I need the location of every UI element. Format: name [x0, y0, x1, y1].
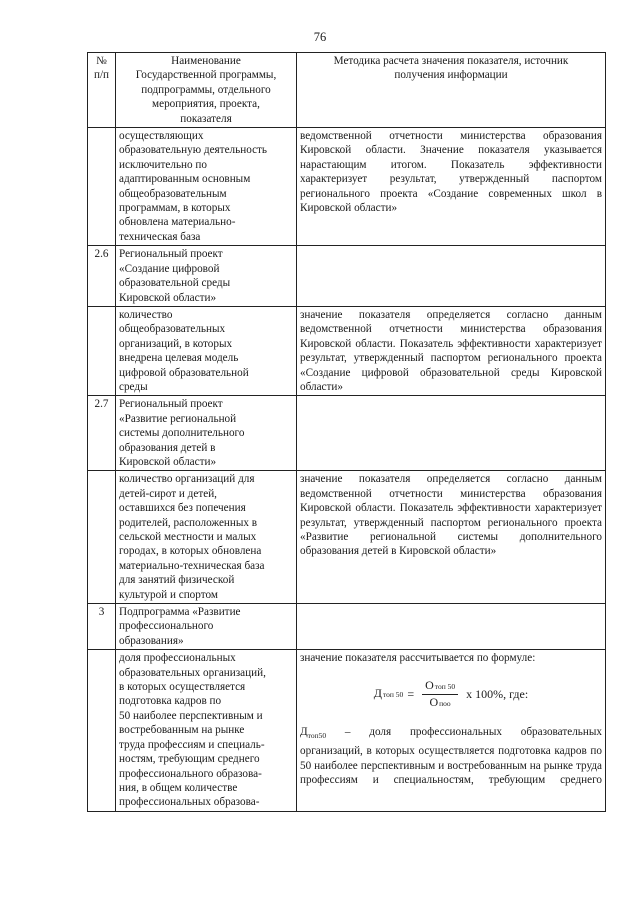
row-name: осуществляющих образовательную деятельность исключительно по адаптированным основным общеобразовательным программам, в которых обновлена материально- техническая база	[116, 128, 297, 246]
row-method: значение показателя определяется согласно данным ведомственной отчетности министерства образования Кировской области. Показатель эффективности характеризует результат, утвержденный паспортом регионального проекта «Развитие региональной системы дополнительного образования детей в Кировской области»	[297, 471, 606, 604]
row-number	[88, 306, 116, 395]
formula-intro: значение показателя рассчитывается по формуле:	[300, 652, 536, 665]
row-number: 2.7	[88, 396, 116, 471]
row-method: значение показателя определяется согласно данным ведомственной отчетности министерства образования Кировской области. Показатель эффективности характеризует результат, утвержденный паспортом регионального проекта «Создание цифровой образовательной среды Кировской области»	[297, 306, 606, 395]
row-method: ведомственной отчетности министерства образования Кировской области. Значение показателя указывается нарастающим итогом. Показатель эффективности характеризует результат, утвержденный паспортом регионального проекта «Создание современных школ в Кировской области»	[297, 128, 606, 246]
row-method	[297, 246, 606, 307]
header-col-method: Методика расчета значения показателя, источник получения информации	[297, 53, 606, 128]
formula-lhs-symbol: Д	[373, 686, 382, 701]
table-row	[88, 396, 606, 471]
definition-subscript: топ50	[307, 731, 327, 741]
row-name: количество общеобразовательных организаций, в которых внедрена целевая модель цифровой образовательной среды	[116, 306, 297, 395]
table-row	[88, 604, 606, 650]
row-number: 2.6	[88, 246, 116, 307]
row-number: 3	[88, 604, 116, 650]
header-col-number: № п/п	[88, 53, 116, 128]
formula-definition	[300, 725, 602, 787]
row-number	[88, 128, 116, 246]
formula-multiplier: x 100%, где:	[466, 687, 529, 702]
row-name: Региональный проект «Развитие региональной системы дополнительного образования детей в Кировской области»	[116, 396, 297, 471]
row-name: количество организаций для детей-сирот и детей, оставшихся без попечения родителей, расположенных в сельской местности и малых городах, в которых обновлена материально-техническая база для занятий физической культурой и спортом	[116, 471, 297, 604]
definition-symbol: Д	[300, 726, 308, 739]
row-method	[297, 604, 606, 650]
table-row	[88, 128, 606, 246]
table-row	[88, 306, 606, 395]
formula-denominator	[427, 695, 454, 711]
row-number	[88, 650, 116, 811]
table-row	[88, 246, 606, 307]
formula-numerator-symbol: О	[425, 677, 434, 692]
page-number: 76	[313, 30, 327, 44]
formula-denominator-subscript: поо	[439, 699, 451, 709]
row-name: Региональный проект «Создание цифровой образовательной среды Кировской области»	[116, 246, 297, 307]
row-method	[297, 396, 606, 471]
formula-numerator	[422, 678, 458, 695]
row-number	[88, 471, 116, 604]
header-col-name: Наименование Государственной программы, подпрограммы, отдельного мероприятия, проекта, показателя	[116, 53, 297, 128]
row-name: доля профессиональных образовательных организаций, в которых осуществляется подготовка кадров по 50 наиболее перспективным и востребованным на рынке труда профессиям и специаль- ностям, требующим среднего профессионального образова- ния, в общем количестве профессиональных образова-	[116, 650, 297, 811]
table-header-row	[88, 53, 606, 128]
formula-denominator-symbol: О	[429, 695, 439, 710]
indicators-table	[87, 52, 606, 812]
formula-fraction	[422, 678, 458, 712]
formula-lhs-subscript: топ 50	[382, 690, 404, 700]
table-row	[88, 650, 606, 811]
row-method	[297, 650, 606, 811]
row-name: Подпрограмма «Развитие профессионального образования»	[116, 604, 297, 650]
definition-text: – доля профессиональных образовательных организаций, в которых осуществляется подготовка кадров по 50 наиболее перспективным и востребованным на рынке труда профессиям и специальностям, требующим среднего	[300, 726, 602, 786]
formula	[300, 678, 602, 712]
table-row	[88, 471, 606, 604]
formula-lhs	[374, 686, 404, 702]
formula-equals: =	[407, 687, 415, 702]
formula-numerator-subscript: топ 50	[434, 681, 456, 691]
